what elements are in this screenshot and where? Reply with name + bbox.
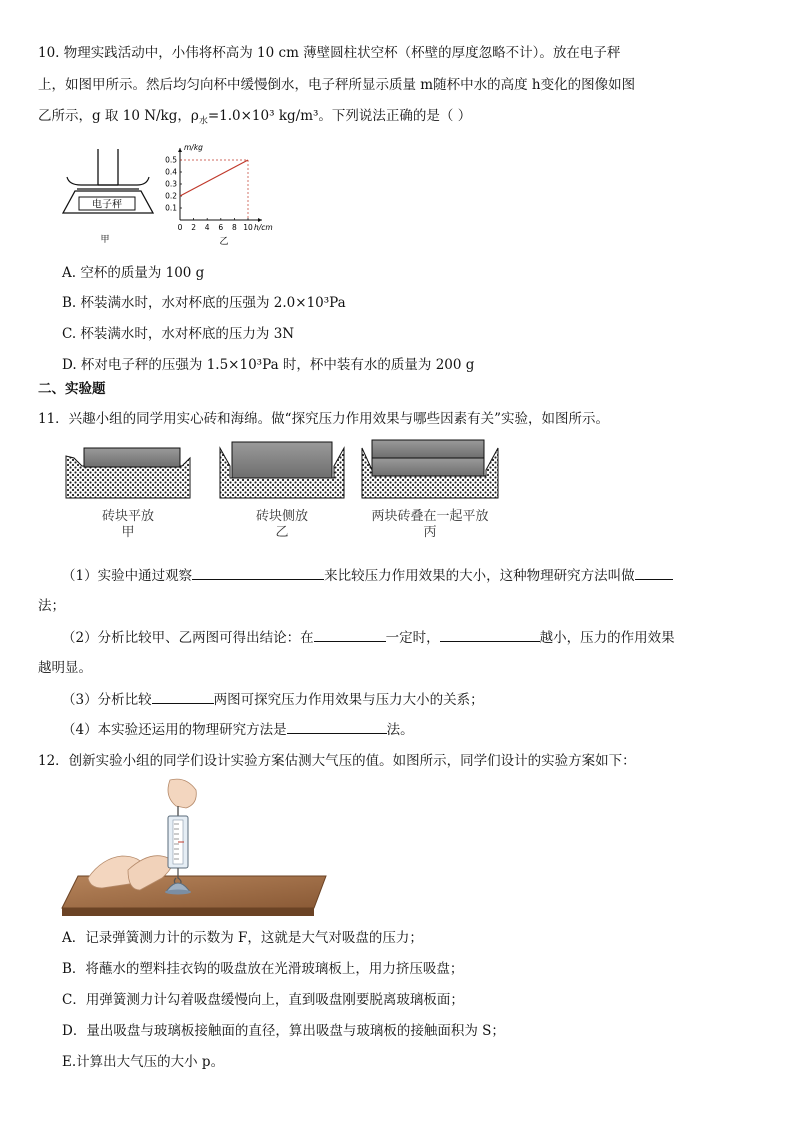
figure-jia-label: 甲: [100, 235, 110, 245]
y-tick-label: 0.1: [165, 203, 177, 213]
x-tick-label: 10: [243, 223, 253, 232]
q11-blank-5[interactable]: [152, 690, 214, 704]
y-tick-label: 0.2: [165, 191, 177, 201]
sponge-brick-figure: [64, 436, 510, 546]
q11-sub3: [62, 690, 484, 709]
x-tick-label: 6: [218, 223, 224, 232]
q10-option-a: A. 空杯的质量为 100 g: [62, 265, 205, 281]
scale-label: 电子秤: [92, 199, 122, 211]
q12-step-d: D．量出吸盘与玻璃板接触面的直径，算出吸盘与玻璃板的接触面积为 S；: [62, 1023, 505, 1039]
q10-line3-sub: 水: [198, 116, 208, 127]
q11-blank-6[interactable]: [287, 720, 387, 734]
y-axis-label: m/kg: [184, 143, 203, 152]
q12-step-c: C．用弹簧测力计勾着吸盘缓慢向上，直到吸盘刚要脱离玻璃板面；: [62, 992, 464, 1008]
q10-option-b: B. 杯装满水时，水对杯底的压强为 2.0×10³Pa: [62, 295, 346, 311]
section-title: 二、实验题: [38, 381, 106, 397]
caption-bing-top: 两块砖叠在一起平放: [371, 509, 489, 524]
caption-jia-top: 砖块平放: [101, 509, 155, 524]
q11-sub2-c: 越小，压力的作用效果: [539, 630, 675, 646]
q11-sub3-a: （3）分析比较: [62, 692, 152, 708]
q10-stem-line2: 上，如图甲所示。然后均匀向杯中缓慢倒水，电子秤所显示质量 m随杯中水的高度 h变化的图像如图: [38, 77, 636, 93]
q12-step-e: E.计算出大气压的大小 p。: [62, 1054, 225, 1070]
caption-yi-bottom: 乙: [275, 525, 289, 540]
q10-option-d: D. 杯对电子秤的压强为 1.5×10³Pa 时，杯中装有水的质量为 200 g: [62, 357, 475, 373]
q10-stem-line3: [38, 107, 471, 131]
q12-step-a: A．记录弹簧测力计的示数为 F，这就是大气对吸盘的压力；: [62, 930, 423, 946]
q11-sub1: [62, 566, 673, 585]
figure-yi-label: 乙: [219, 237, 229, 247]
caption-jia-bottom: 甲: [121, 525, 135, 540]
q10-option-c: C. 杯装满水时，水对杯底的压力为 3N: [62, 326, 295, 342]
q11-blank-2[interactable]: [635, 566, 673, 580]
q11-sub4: [62, 720, 414, 739]
y-tick-label: 0.4: [165, 167, 177, 177]
q11-sub1-end: 法；: [38, 598, 65, 614]
q12-stem: 12．创新实验小组的同学们设计实验方案估测大气压的值。如图所示，同学们设计的实验方案如下：: [38, 753, 636, 769]
q11-sub1-b: 来比较压力作用效果的大小，这种物理研究方法叫做: [324, 568, 635, 584]
q11-sub4-a: （4）本实验还运用的物理研究方法是: [62, 722, 287, 738]
x-tick-label: 0: [177, 223, 183, 232]
x-tick-label: 4: [204, 223, 210, 232]
q11-sub1-a: （1）实验中通过观察: [62, 568, 193, 584]
x-tick-label: 8: [232, 223, 237, 232]
q11-sub2-b: 一定时，: [385, 630, 440, 646]
x-axis-arrow: [258, 218, 262, 222]
x-axis-label: h/cm: [254, 223, 273, 232]
caption-bing-bottom: 丙: [423, 525, 437, 540]
q10-line3-b: =1.0×10³ kg/m³。下列说法正确的是（ ）: [207, 108, 472, 124]
q10-line3-a: 乙所示，g 取 10 N/kg，ρ: [38, 108, 199, 124]
q11-sub2-end: 越明显。: [38, 660, 92, 676]
x-tick-label: 2: [191, 223, 196, 232]
q11-sub2-a: （2）分析比较甲、乙两图可得出结论：在: [62, 630, 314, 646]
mass-height-chart: [160, 138, 285, 248]
q11-stem: 11．兴趣小组的同学用实心砖和海绵。做“探究压力作用效果与哪些因素有关”实验，如图所示。: [38, 411, 609, 427]
y-axis-arrow: [178, 148, 182, 152]
q11-sub2: [62, 628, 675, 647]
y-tick-label: 0.5: [165, 155, 177, 165]
q11-blank-1[interactable]: [192, 566, 324, 580]
y-tick-label: 0.3: [165, 179, 177, 189]
q11-sub3-b: 两图可探究压力作用效果与压力大小的关系；: [213, 692, 484, 708]
caption-yi-top: 砖块侧放: [255, 509, 309, 524]
q11-sub4-b: 法。: [386, 722, 414, 738]
q12-step-b: B．将蘸水的塑料挂衣钩的吸盘放在光滑玻璃板上，用力挤压吸盘；: [62, 961, 464, 977]
scale-cup-figure: [55, 143, 155, 248]
q11-blank-3[interactable]: [314, 628, 386, 642]
series-line-m: [180, 160, 248, 196]
suction-cup-experiment-figure: [58, 778, 330, 920]
q11-blank-4[interactable]: [440, 628, 540, 642]
q10-stem-line1: 10. 物理实践活动中，小伟将杯高为 10 cm 薄壁圆柱状空杯（杯壁的厚度忽略不计）。放在电子秤: [38, 45, 621, 61]
